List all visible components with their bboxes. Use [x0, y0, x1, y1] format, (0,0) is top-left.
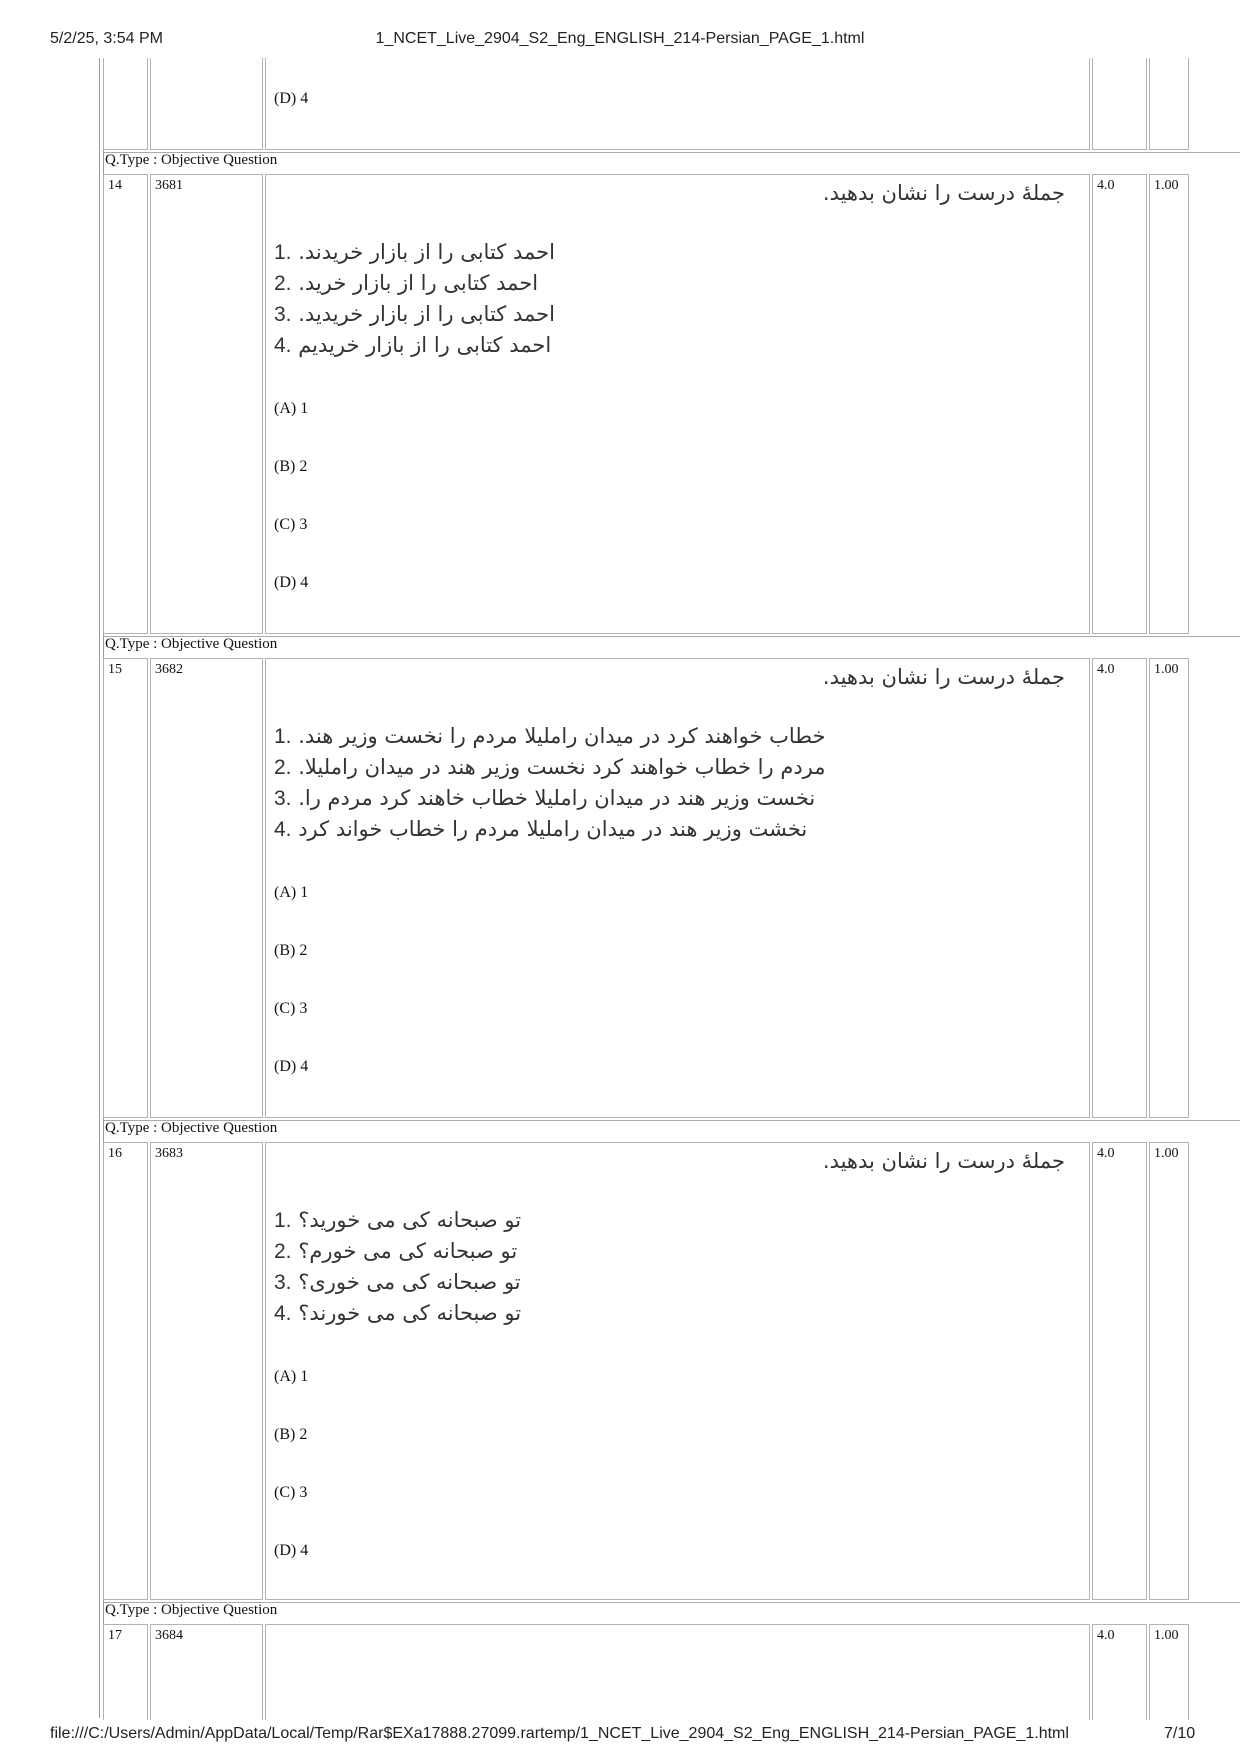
statement	[274, 1205, 521, 1236]
statement-number: 2.	[274, 756, 292, 779]
option-d: (D) 4	[274, 1542, 309, 1559]
marks-cell: 4.0	[1092, 1142, 1147, 1600]
statement-number: 4.	[274, 818, 292, 841]
print-file-path: file:///C:/Users/Admin/AppData/Local/Temp/Rar$EXa17888.27099.rartemp/1_NCET_Live_2904_S2_Eng_ENGLISH_214-Persian_PAGE_1.html	[50, 1725, 1069, 1742]
option-d: (D) 4	[274, 1058, 309, 1075]
option-c: (C) 3	[274, 1484, 308, 1501]
statement-number: 2.	[274, 272, 292, 295]
statement	[274, 814, 826, 845]
statement	[274, 1236, 521, 1267]
question-row	[103, 658, 1189, 1118]
option-c: (C) 3	[274, 516, 308, 533]
statement-number: 1.	[274, 1209, 292, 1232]
question-id: 3682	[150, 658, 263, 1118]
question-title: جملۀ درست را نشان بدهید.	[822, 1149, 1065, 1173]
option-c: (C) 3	[274, 1000, 308, 1017]
statement	[274, 330, 555, 361]
statement	[274, 721, 826, 752]
question-number: 14	[103, 174, 148, 634]
statement-text: تو صبحانه کی می خوری؟	[298, 1270, 521, 1294]
question-type-label: Q.Type : Objective Question	[105, 152, 278, 168]
statement-number: 4.	[274, 1302, 292, 1325]
page-number: 7/10	[1164, 1725, 1196, 1742]
question-row	[103, 1142, 1189, 1600]
question-row-fragment	[103, 58, 1189, 150]
statement-text: مردم را خطاب خواهند کرد نخست وزیر هند در میدان راملیلا.	[298, 755, 826, 779]
statement-text: نخست وزیر هند در میدان راملیلا خطاب خاهند کرد مردم را.	[298, 786, 816, 810]
option-b: (B) 2	[274, 942, 308, 959]
question-type-label: Q.Type : Objective Question	[105, 1120, 278, 1136]
statement	[274, 783, 826, 814]
question-title: جملۀ درست را نشان بدهید.	[822, 181, 1065, 205]
statement	[274, 1298, 521, 1329]
negative-marks-cell: 1.00	[1149, 174, 1189, 634]
statement-text: تو صبحانه کی می خورند؟	[298, 1301, 522, 1325]
negative-marks-cell: 1.00	[1149, 658, 1189, 1118]
statement-text: خطاب خواهند کرد در میدان راملیلا مردم را نخست وزیر هند.	[298, 724, 826, 748]
question-number: 15	[103, 658, 148, 1118]
question-body-cell	[265, 658, 1090, 1118]
statement-number: 1.	[274, 725, 292, 748]
question-title: جملۀ درست را نشان بدهید.	[822, 665, 1065, 689]
statement-number: 4.	[274, 334, 292, 357]
statement-text: تو صبحانه کی می خورید؟	[298, 1208, 522, 1232]
question-body-cell	[265, 1624, 1090, 1720]
print-filename: 1_NCET_Live_2904_S2_Eng_ENGLISH_214-Persian_PAGE_1.html	[375, 30, 865, 47]
option-d: (D) 4	[274, 90, 309, 107]
option-a: (A) 1	[274, 1368, 309, 1385]
option-a: (A) 1	[274, 400, 309, 417]
print-datetime: 5/2/25, 3:54 PM	[50, 30, 163, 47]
statement-list	[274, 1205, 521, 1329]
option-b: (B) 2	[274, 458, 308, 475]
statement-text: احمد کتابی را از بازار خرید.	[298, 271, 539, 295]
option-b: (B) 2	[274, 1426, 308, 1443]
question-type-label: Q.Type : Objective Question	[105, 1602, 278, 1618]
question-number: 17	[103, 1624, 148, 1720]
statement-number: 1.	[274, 241, 292, 264]
question-id-cell	[150, 58, 263, 150]
marks-cell	[1092, 58, 1147, 150]
question-body-cell	[265, 174, 1090, 634]
statement-text: احمد کتابی را از بازار خریدیم	[298, 333, 552, 357]
question-body-cell	[265, 58, 1090, 150]
statement	[274, 1267, 521, 1298]
outer-border-line	[99, 58, 100, 1718]
question-id: 3683	[150, 1142, 263, 1600]
statement	[274, 237, 555, 268]
statement-number: 3.	[274, 787, 292, 810]
statement	[274, 268, 555, 299]
question-row	[103, 174, 1189, 634]
statement-text: نخشت وزیر هند در میدان راملیلا مردم را خطاب خواند کرد	[298, 817, 808, 841]
marks-cell: 4.0	[1092, 1624, 1147, 1720]
question-number-cell	[103, 58, 148, 150]
marks-cell: 4.0	[1092, 658, 1147, 1118]
question-id: 3684	[150, 1624, 263, 1720]
statement	[274, 752, 826, 783]
negative-marks-cell	[1149, 58, 1189, 150]
negative-marks-cell: 1.00	[1149, 1142, 1189, 1600]
question-row	[103, 1624, 1189, 1720]
option-d: (D) 4	[274, 574, 309, 591]
question-number: 16	[103, 1142, 148, 1600]
question-id: 3681	[150, 174, 263, 634]
statement-number: 2.	[274, 1240, 292, 1263]
statement-text: احمد کتابی را از بازار خریدند.	[298, 240, 555, 264]
statement-text: تو صبحانه کی می خورم؟	[298, 1239, 518, 1263]
statement-text: احمد کتابی را از بازار خریدید.	[298, 302, 555, 326]
question-body-cell	[265, 1142, 1090, 1600]
statement	[274, 299, 555, 330]
statement-number: 3.	[274, 303, 292, 326]
option-a: (A) 1	[274, 884, 309, 901]
question-type-label: Q.Type : Objective Question	[105, 636, 278, 652]
statement-list	[274, 721, 826, 845]
statement-list	[274, 237, 555, 361]
statement-number: 3.	[274, 1271, 292, 1294]
marks-cell: 4.0	[1092, 174, 1147, 634]
negative-marks-cell: 1.00	[1149, 1624, 1189, 1720]
